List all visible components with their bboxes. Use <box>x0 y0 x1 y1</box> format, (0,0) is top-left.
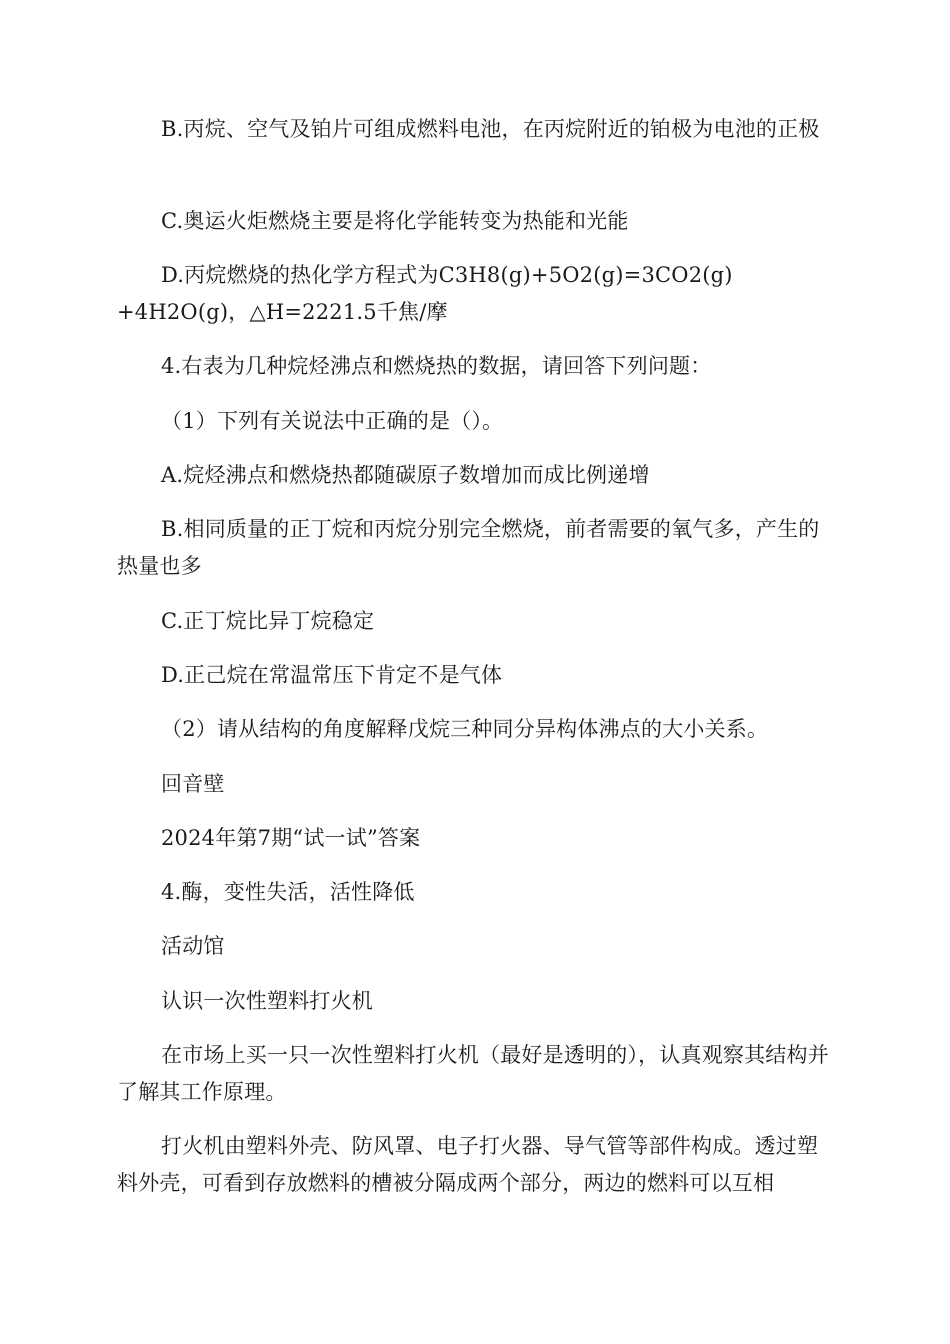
activity-instructions: 在市场上买一只一次性塑料打火机（最好是透明的），认真观察其结构并了解其工作原理。 <box>117 1043 829 1104</box>
option-b-fuel-cell: B.丙烷、空气及铂片可组成燃料电池，在丙烷附近的铂极为电池的正极 <box>161 117 820 141</box>
question-4-heading: 4.右表为几种烷烃沸点和燃烧热的数据，请回答下列问题： <box>161 354 712 378</box>
sub-question-2: （2）请从结构的角度解释戊烷三种同分异构体沸点的大小关系。 <box>161 717 769 741</box>
section-heading-activity-hall: 活动馆 <box>161 934 225 958</box>
option-a-alkane-trend: A.烷烃沸点和燃烧热都随碳原子数增加而成比例递增 <box>161 463 650 487</box>
option-d-hexane-state: D.正己烷在常温常压下肯定不是气体 <box>161 663 503 687</box>
option-d-equation-continued: +4H2O(g)，△H=2221.5千焦/摩 <box>117 300 448 324</box>
section-heading-echo-wall: 回音壁 <box>161 772 225 796</box>
answer-issue-title: 2024年第7期“试一试”答案 <box>161 826 421 850</box>
option-d-thermochemical-equation: D.丙烷燃烧的热化学方程式为C3H8(g)+5O2(g)=3CO2(g) <box>161 263 733 287</box>
lighter-structure-description: 打火机由塑料外壳、防风罩、电子打火器、导气管等部件构成。透过塑料外壳，可看到存放燃料的槽被分隔成两个部分，两边的燃料可以互相 <box>117 1134 819 1195</box>
option-c-butane-stability: C.正丁烷比异丁烷稳定 <box>161 609 375 633</box>
option-c-torch-energy: C.奥运火炬燃烧主要是将化学能转变为热能和光能 <box>161 209 629 233</box>
sub-question-1: （1）下列有关说法中正确的是（）。 <box>161 409 504 433</box>
answer-4: 4.酶，变性失活，活性降低 <box>161 880 415 904</box>
activity-title: 认识一次性塑料打火机 <box>161 989 373 1013</box>
option-b-butane-propane: B.相同质量的正丁烷和丙烷分别完全燃烧，前者需要的氧气多，产生的热量也多 <box>117 517 820 578</box>
